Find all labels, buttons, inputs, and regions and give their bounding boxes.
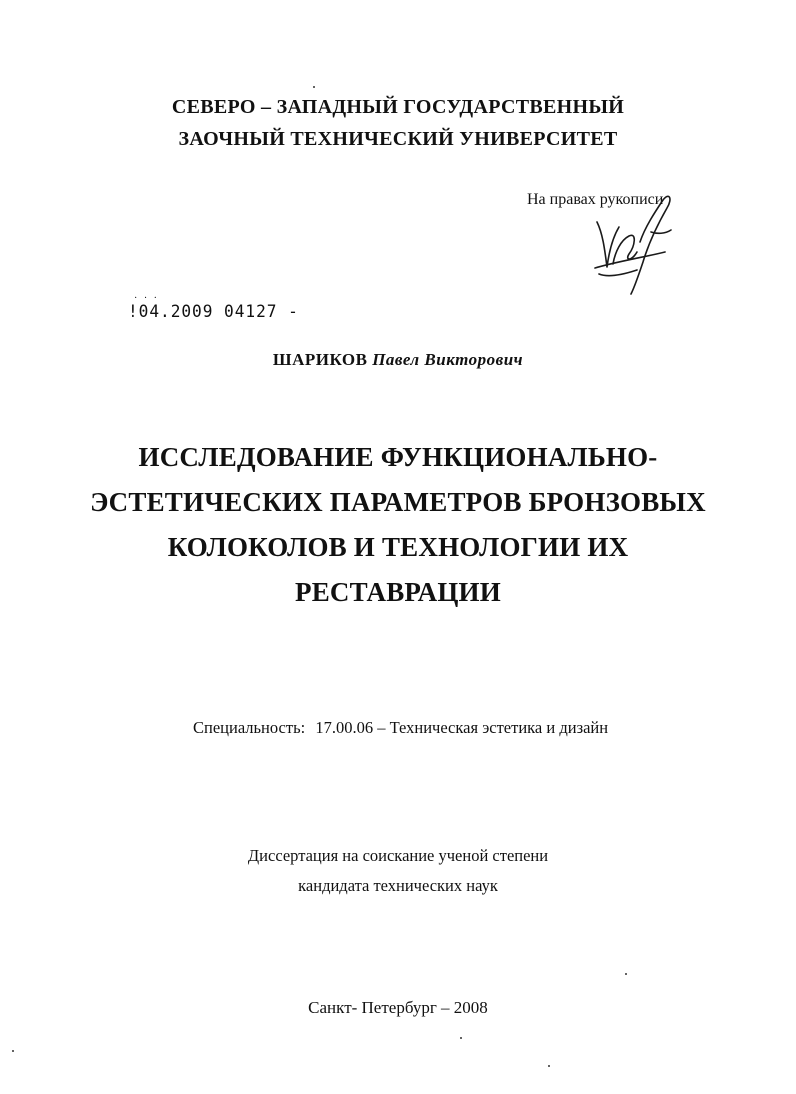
specialty-label: Специальность: bbox=[193, 718, 306, 737]
title-line-2: ЭСТЕТИЧЕСКИХ ПАРАМЕТРОВ БРОНЗОВЫХ bbox=[90, 487, 706, 517]
specialty-name: – Техническая эстетика и дизайн bbox=[377, 718, 609, 737]
author-name bbox=[0, 350, 796, 370]
signature-icon bbox=[585, 182, 675, 297]
manuscript-rights-note: На правах рукописи bbox=[527, 191, 664, 208]
title-line-1: ИССЛЕДОВАНИЕ ФУНКЦИОНАЛЬНО- bbox=[138, 442, 658, 472]
specialty-code: 17.00.06 bbox=[315, 718, 374, 737]
specialty bbox=[193, 718, 608, 738]
scan-speck bbox=[548, 1065, 550, 1067]
author-surname: ШАРИКОВ bbox=[272, 350, 368, 369]
place-year: Санкт- Петербург – 2008 bbox=[308, 998, 488, 1017]
author-given-names: Павел Викторович bbox=[372, 350, 524, 369]
scan-speck bbox=[313, 86, 315, 88]
title-line-4: РЕСТАВРАЦИИ bbox=[295, 577, 501, 607]
degree-line-2: кандидата технических наук bbox=[298, 876, 498, 895]
scan-speck bbox=[460, 1037, 462, 1039]
scan-speck bbox=[12, 1050, 14, 1052]
registration-number: !04.2009 04127 - bbox=[128, 302, 299, 322]
university-name-line2: ЗАОЧНЫЙ ТЕХНИЧЕСКИЙ УНИВЕРСИТЕТ bbox=[178, 128, 618, 150]
university-name-line1: СЕВЕРО – ЗАПАДНЫЙ ГОСУДАРСТВЕННЫЙ bbox=[171, 96, 625, 118]
degree-line-1: Диссертация на соискание ученой степени bbox=[247, 846, 549, 865]
scan-speck bbox=[625, 973, 627, 975]
title-line-3: КОЛОКОЛОВ И ТЕХНОЛОГИИ ИХ bbox=[167, 532, 629, 562]
registration-dots: · · · bbox=[134, 293, 159, 304]
